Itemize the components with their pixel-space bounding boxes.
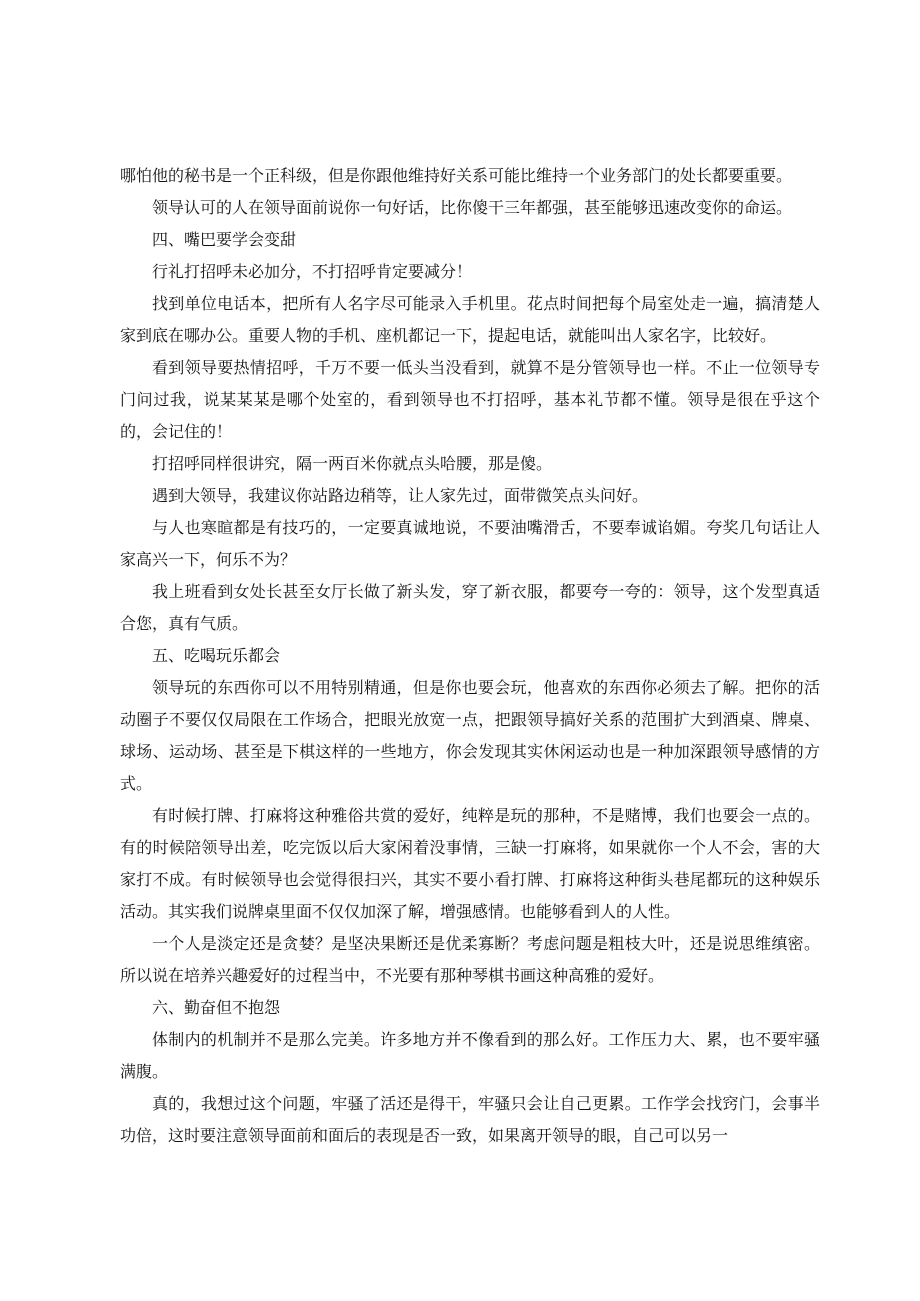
paragraph: 领导认可的人在领导面前说你一句好话，比你傻干三年都强，甚至能够迅速改变你的命运。	[152, 198, 793, 217]
paragraph: 我上班看到女处长甚至女厅长做了新头发，穿了新衣服，都要夸一夸的：领导，这个发型真适合您，真有气质。	[120, 582, 820, 633]
paragraph: 与人也寒暄都是有技巧的，一定要真诚地说，不要油嘴滑舌，不要奉诚谄媚。夸奖几句话让人家高兴一下，何乐不为？	[120, 518, 820, 569]
paragraph: 体制内的机制并不是那么完美。许多地方并不像看到的那么好。工作压力大、累，也不要牢骚满腹。	[120, 1030, 820, 1081]
paragraph: 真的，我想过这个问题，牢骚了活还是得干，牢骚只会让自己更累。工作学会找窍门，会事半功倍，这时要注意领导面前和面后的表现是否一致，如果离开领导的眼，自己可以另一	[120, 1094, 820, 1145]
paragraph: 哪怕他的秘书是一个正科级，但是你跟他维持好关系可能比维持一个业务部门的处长都要重要。	[120, 166, 793, 185]
document-body	[120, 160, 820, 1152]
paragraph: 打招呼同样很讲究，隔一两百米你就点头哈腰，那是傻。	[152, 454, 553, 473]
paragraph: 有时候打牌、打麻将这种雅俗共赏的爱好，纯粹是玩的那种，不是赌博，我们也要会一点的。有的时候陪领导出差，吃完饭以后大家闲着没事情，三缺一打麻将，如果就你一个人不会，害的大家打不成。有时候领导也会觉得很扫兴，其实不要小看打牌、打麻将这种街头巷尾都玩的这种娱乐活动。其实我们说牌桌里面不仅仅加深了解，增强感情。也能够看到人的人性。	[120, 806, 820, 921]
paragraph: 看到领导要热情招呼，千万不要一低头当没看到，就算不是分管领导也一样。不止一位领导专门问过我，说某某某是哪个处室的，看到领导也不打招呼，基本礼节都不懂。领导是很在乎这个的，会记住的！	[120, 358, 820, 441]
paragraph: 找到单位电话本，把所有人名字尽可能录入手机里。花点时间把每个局室处走一遍，搞清楚人家到底在哪办公。重要人物的手机、座机都记一下，提起电话，就能叫出人家名字，比较好。	[120, 294, 820, 345]
paragraph: 领导玩的东西你可以不用特别精通，但是你也要会玩，他喜欢的东西你必须去了解。把你的活动圈子不要仅仅局限在工作场合，把眼光放宽一点，把跟领导搞好关系的范围扩大到酒桌、牌桌、球场、运动场、甚至是下棋这样的一些地方，你会发现其实休闲运动也是一种加深跟领导感情的方式。	[120, 678, 820, 793]
section-heading: 六、勤奋但不抱怨	[152, 998, 281, 1017]
section-heading: 五、吃喝玩乐都会	[152, 646, 281, 665]
paragraph: 一个人是淡定还是贪婪？是坚决果断还是优柔寡断？考虑问题是粗枝大叶，还是说思维缜密。所以说在培养兴趣爱好的过程当中，不光要有那种琴棋书画这种高雅的爱好。	[120, 934, 820, 985]
paragraph: 行礼打招呼未必加分，不打招呼肯定要减分！	[152, 262, 473, 281]
section-heading: 四、嘴巴要学会变甜	[152, 230, 297, 249]
paragraph: 遇到大领导，我建议你站路边稍等，让人家先过，面带微笑点头问好。	[152, 486, 649, 505]
